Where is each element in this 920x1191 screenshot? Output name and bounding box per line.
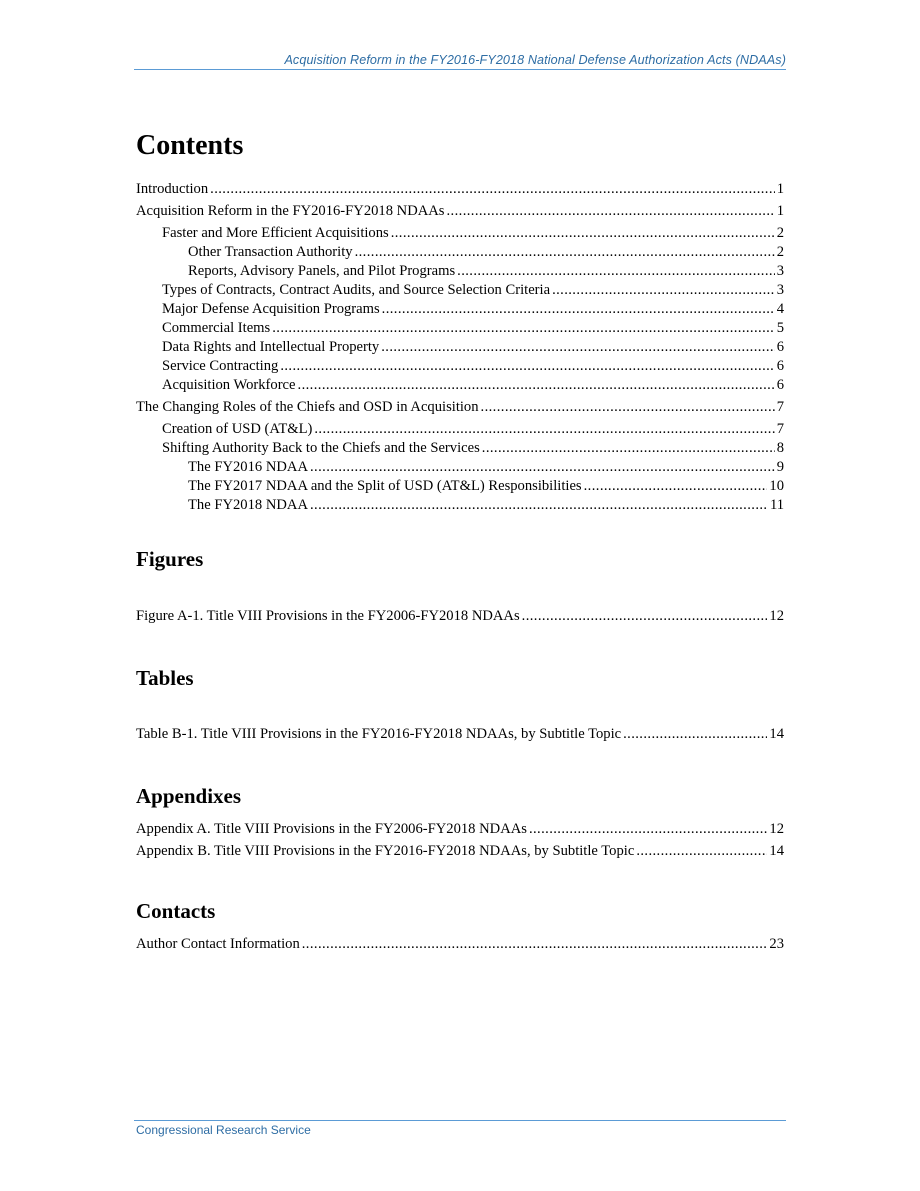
toc-entry-page: 3 (776, 282, 784, 298)
toc-entry-page: 4 (776, 301, 784, 317)
toc-entry-other-transaction-authority[interactable] (136, 243, 784, 262)
table-of-contents (136, 120, 784, 954)
toc-entry-fy2017-ndaa[interactable] (136, 477, 784, 496)
toc-entry-text: Appendix A. Title VIII Provisions in the FY2006-FY2018 NDAAs (136, 821, 527, 837)
toc-entry-page: 10 (769, 478, 784, 494)
toc-entry-text: Service Contracting (162, 358, 279, 374)
toc-entry-text: The FY2017 NDAA and the Split of USD (AT&L) Responsibilities (188, 478, 582, 494)
tables-list (136, 725, 784, 744)
toc-entry-page: 5 (776, 320, 784, 336)
header-rule (134, 69, 786, 70)
toc-entry-fy2016-ndaa[interactable] (136, 458, 784, 477)
footer-rule (134, 1120, 786, 1121)
toc-entry-text: Faster and More Efficient Acquisitions (162, 225, 389, 241)
toc-entry-page: 6 (776, 339, 784, 355)
toc-entry-page: 2 (776, 244, 784, 260)
toc-entry-page: 7 (776, 421, 784, 437)
toc-entry-fy2018-ndaa[interactable] (136, 496, 784, 515)
toc-entry-page: 7 (776, 399, 784, 415)
toc-entry-text: The Changing Roles of the Chiefs and OSD in Acquisition (136, 399, 479, 415)
dot-leader (584, 477, 768, 496)
toc-entry-text: Introduction (136, 181, 209, 197)
toc-entry-table-b1[interactable] (136, 725, 784, 744)
toc-entry-text: The FY2018 NDAA (188, 497, 308, 513)
toc-entry-text: Data Rights and Intellectual Property (162, 339, 380, 355)
toc-entry-text: Shifting Authority Back to the Chiefs and the Services (162, 440, 480, 456)
toc-entry-acquisition-workforce[interactable] (136, 376, 784, 395)
toc-entry-page: 2 (776, 225, 784, 241)
dot-leader (529, 820, 767, 839)
tables-title: Tables (136, 666, 194, 690)
contents-title: Contents (136, 130, 244, 161)
toc-entry-service-contracting[interactable] (136, 357, 784, 376)
toc-entry-acquisition-reform[interactable] (136, 202, 784, 221)
toc-entry-text: Appendix B. Title VIII Provisions in the FY2016-FY2018 NDAAs, by Subtitle Topic (136, 843, 635, 859)
dot-leader (310, 458, 775, 477)
dot-leader (302, 935, 768, 954)
toc-entry-text: The FY2016 NDAA (188, 459, 308, 475)
appendixes-list (136, 820, 784, 861)
dot-leader (298, 376, 775, 395)
toc-entry-introduction[interactable] (136, 180, 784, 199)
appendixes-title: Appendixes (136, 784, 242, 808)
toc-entry-text: Major Defense Acquisition Programs (162, 301, 380, 317)
dot-leader (210, 180, 775, 199)
toc-entry-text: Creation of USD (AT&L) (162, 421, 313, 437)
toc-entry-text: Author Contact Information (136, 936, 300, 952)
dot-leader (272, 319, 774, 338)
toc-entry-figure-a1[interactable] (136, 607, 784, 626)
contacts-list (136, 935, 784, 954)
toc-entry-page: 12 (769, 608, 784, 624)
dot-leader (482, 439, 775, 458)
toc-entry-page: 14 (769, 843, 784, 859)
dot-leader (314, 420, 774, 439)
running-footer: Congressional Research Service (136, 1123, 311, 1137)
toc-entry-reports-panels-pilots[interactable] (136, 262, 784, 281)
dot-leader (355, 243, 775, 262)
dot-leader (310, 496, 768, 515)
toc-entry-shifting-authority[interactable] (136, 439, 784, 458)
toc-entry-text: Table B-1. Title VIII Provisions in the FY2016-FY2018 NDAAs, by Subtitle Topic (136, 726, 622, 742)
toc-entry-faster-acquisitions[interactable] (136, 224, 784, 243)
toc-entry-text: Acquisition Workforce (162, 377, 296, 393)
toc-entry-page: 3 (776, 263, 784, 279)
dot-leader (447, 202, 775, 221)
dot-leader (391, 224, 775, 243)
figures-list (136, 607, 784, 626)
dot-leader (636, 842, 767, 861)
toc-entry-page: 14 (769, 726, 784, 742)
toc-entry-page: 6 (776, 358, 784, 374)
toc-entry-page: 1 (776, 181, 784, 197)
toc-entry-page: 12 (769, 821, 784, 837)
dot-leader (522, 607, 768, 626)
dot-leader (280, 357, 774, 376)
toc-entry-major-defense-programs[interactable] (136, 300, 784, 319)
toc-entry-text: Reports, Advisory Panels, and Pilot Programs (188, 263, 456, 279)
toc-entry-page: 6 (776, 377, 784, 393)
toc-entry-text: Acquisition Reform in the FY2016-FY2018 NDAAs (136, 203, 445, 219)
toc-entry-text: Commercial Items (162, 320, 271, 336)
running-header: Acquisition Reform in the FY2016-FY2018 National Defense Authorization Acts (NDAAs) (284, 53, 786, 67)
dot-leader (552, 281, 775, 300)
toc-entry-page: 11 (769, 497, 784, 513)
toc-entry-text: Figure A-1. Title VIII Provisions in the FY2006-FY2018 NDAAs (136, 608, 520, 624)
toc-entry-appendix-a[interactable] (136, 820, 784, 839)
dot-leader (623, 725, 767, 744)
toc-entry-page: 23 (769, 936, 784, 952)
dot-leader (481, 398, 775, 417)
contacts-title: Contacts (136, 899, 216, 923)
toc-entry-text: Types of Contracts, Contract Audits, and Source Selection Criteria (162, 282, 551, 298)
toc-entry-page: 8 (776, 440, 784, 456)
toc-entry-types-of-contracts[interactable] (136, 281, 784, 300)
toc-entry-page: 1 (776, 203, 784, 219)
toc-entry-commercial-items[interactable] (136, 319, 784, 338)
toc-entry-author-contact[interactable] (136, 935, 784, 954)
toc-entry-data-rights[interactable] (136, 338, 784, 357)
toc-entry-text: Other Transaction Authority (188, 244, 353, 260)
dot-leader (382, 300, 775, 319)
toc-entry-creation-usd-atl[interactable] (136, 420, 784, 439)
toc-entry-appendix-b[interactable] (136, 842, 784, 861)
toc-entry-changing-roles[interactable] (136, 398, 784, 417)
contents-list (136, 180, 784, 515)
toc-entry-page: 9 (776, 459, 784, 475)
dot-leader (381, 338, 774, 357)
figures-title: Figures (136, 547, 204, 571)
dot-leader (457, 262, 775, 281)
